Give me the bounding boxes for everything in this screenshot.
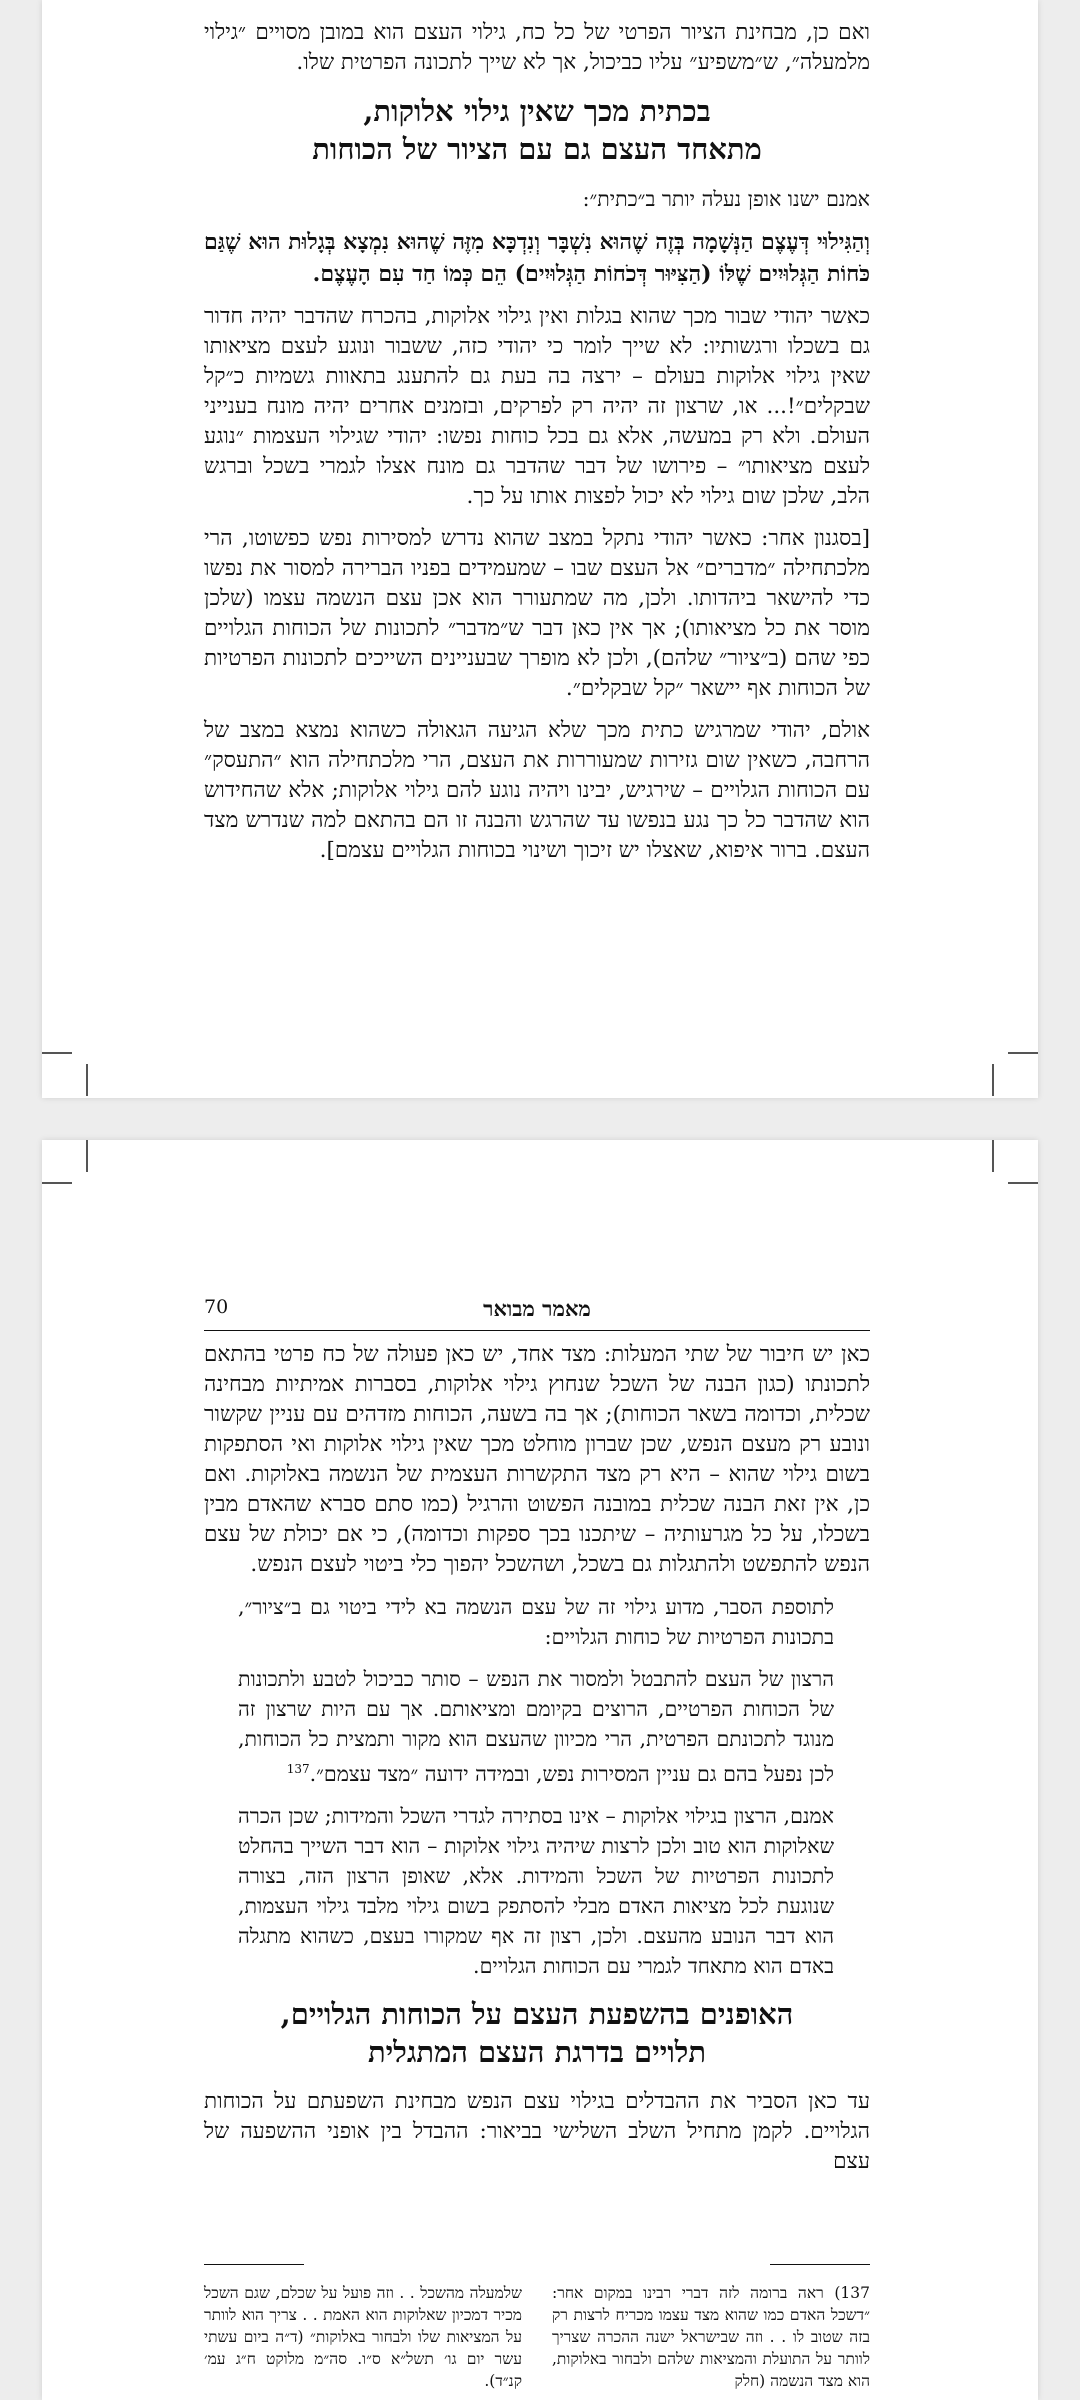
section-heading-line1: האופנים בהשפעת העצם על הכוחות הגלויים, xyxy=(280,1996,794,2031)
footnote-137: 137) ראה ברומה לזה דברי רבינו במקום אחר: ״דשכל האדם כמו שהוא מצד עצמו מכריח לרצות רק בזה שטוב לו . . וזה שבישראל ישנה ההכרה שצריך לוותר על התועלת והמציאות שלהם ולבחור באלוקות, הוא מצד הנשמה (חלק xyxy=(552,2284,870,2390)
crop-mark xyxy=(42,1052,72,1054)
crop-mark xyxy=(42,1182,72,1184)
section-heading-line1: בכתית מכך שאין גילוי אלוקות, xyxy=(363,94,711,128)
section-heading xyxy=(204,92,870,168)
running-header-title: מאמר מבואר xyxy=(483,1296,591,1321)
section-heading-line2: תלויים בדרגת העצם המתגלית xyxy=(367,2034,707,2069)
crop-mark xyxy=(86,1064,88,1096)
section-heading xyxy=(204,1995,870,2071)
indented-paragraph: אמנם, הרצון בגילוי אלוקות – אינו בסתירה לגדרי השכל והמידות; שכן הכרה שאלוקות הוא טוב ולכן לרצות שיהיה גילוי אלוקות – הוא דבר השייך בהחלט לתכונות הפרטיות של השכל והמידות. אלא, שאופן הרצון הזה, בצורה שנוגעת לכל מציאות האדם מבלי להסתפק בשום גילוי מלבד גילוי העצמות, הוא דבר הנובע מהעצם. ולכן, רצון זה אף שמקורו בעצם, כשהוא מתגלה באדם הוא מתאחד לגמרי עם הכוחות הגלויים. xyxy=(238,1803,834,1978)
intro-line: אמנם ישנו אופן נעלה יותר ב״כתית״: xyxy=(582,187,870,211)
indented-paragraph: לתוספת הסבר, מדוע גילוי זה של עצם הנשמה בא לידי ביטוי גם ב״ציור״, בתכונות הפרטיות של כוחות הגלויים: xyxy=(238,1595,834,1649)
footnote-divider xyxy=(204,2264,304,2265)
paragraph: אולם, יהודי שמרגיש כתית מכך שלא הגיעה הגאולה כשהוא נמצא במצב של הרחבה, כשאין שום גזירות שמעוררות את העצם, הרי מלכתחילה הוא ״התעסק״ עם הכוחות הגלויים – שירגיש, יבינו ויהיה נוגע להם גילוי אלוקות; אלא שהחידוש הוא שהדבר כל כך נגע בנפשו עד שהרגש והבנה זו הם בהתאם למה שנדרש מצד העצם. ברור איפוא, שאצלו יש זיכוך ושינוי בכוחות הגלויים עצמם]. xyxy=(204,718,870,863)
crop-mark xyxy=(1008,1182,1038,1184)
indented-paragraph xyxy=(204,1664,870,1789)
section-heading-line2: מתאחד העצם גם עם הציור של הכוחות xyxy=(312,132,762,166)
quoted-text: וְהַגִּילוּי דְּעֶצֶם הַנְּשָׁמָה בְּזֶה שֶׁהוּא נִשְׁבָּר וְנִדְכָּא מִזֶּה שֶׁהוּא נִמְצָא בְּגָלוּת הוּא שֶׁגַּם כֹּחוֹת הַגְּלוּיִים שֶׁלּוֹ (הַצִּיּוּר דְּכֹחוֹת הַגְּלוּיִים) הֵם כְּמוֹ חַד עִם הָעֶצֶם. xyxy=(204,229,870,287)
paragraph: כאן יש חיבור של שתי המעלות: מצד אחד, יש כאן פעולה של כח פרטי בהתאם לתכונתו (כגון הבנה של השכל שנחוץ גילוי אלוקות, בסברות אמיתיות מבחינה שכלית, וכדומה בשאר הכוחות); אך בה בשעה, הכוחות מזדהים עם עניין שקשור ונובע רק מעצם הנפש, שכן שברון מוחלט מכך שאין גילוי אלוקות ואי הסתפקות בשום גילוי שהוא – היא רק מצד התקשרות העצמית של הנשמה באלוקות. ואם כן, אין זאת הבנה שכלית במובנה הפשוט והרגיל (כמו סתם סברא שהאדם מבין בשכלו, על כל מגרעותיה – שיתכנו בכך ספקות וכדומה), כי אם יכולת של עצם הנפש להתפשט ולהתגלות גם בשכל, ושהשכל יהפוך כלי ביטוי לעצם הנפש. xyxy=(204,1342,870,1577)
paragraph-top: ואם כן, מבחינת הציור הפרטי של כל כח, גילוי העצם הוא במובן מסויים ״גילוי מלמעלה״, ש״משפיע״ עליו כביכול, אך לא שייך לתכונה הפרטית שלו. xyxy=(204,20,870,75)
paragraph-text: הרצון של העצם להתבטל ולמסור את הנפש – סותר כביכול לטבע ולתכונות של הכוחות הפרטיים, הרוצים בקיומם ומציאותם. אך עם היות שרצון זה מנוגד לתכונתם הפרטית, הרי מכיוון שהעצם הוא מקור ותמצית כל הכוחות, לכן נפעל בהם גם עניין המסירות נפש, ובמידה ידועה ״מצד עצמם״. xyxy=(238,1667,834,1786)
crop-mark xyxy=(992,1064,994,1096)
footnote-reference[interactable]: 137 xyxy=(286,1762,310,1776)
page-lower-content xyxy=(204,1340,870,2189)
paragraph: [בסגנון אחר: כאשר יהודי נתקל במצב שהוא נדרש למסירות נפש כפשוטו, הרי מלכתחילה ״מדברים״ אל העצם שבו – שמעמידים בפניו הברירה למסור את נפשו כדי להישאר ביהדותו. ולכן, מה שמתעורר הוא אכן עצם הנשמה עצמו (שלכן מוסר את כל מציאותו); אך אין כאן דבר ש״מדבר״ לתכונות של הכוחות הגלויים כפי שהם (ב״ציור״ שלהם), ולכן לא מופרך שבעניינים השייכים לתכונות הפרטיות של הכוחות אף יישאר ״קל שבקלים״. xyxy=(204,526,870,701)
document-page-upper xyxy=(42,0,1038,1098)
footnote-divider xyxy=(770,2264,870,2265)
document-page-lower xyxy=(42,1140,1038,2400)
running-header xyxy=(204,1296,870,1331)
page-upper-content xyxy=(204,18,870,878)
paragraph: עד כאן הסביר את ההבדלים בגילוי עצם הנפש מבחינת השפעתם על הכוחות הגלויים. לקמן מתחיל השלב השלישי בביאור: ההבדל בין אופני ההשפעה של עצם xyxy=(204,2088,870,2174)
crop-mark xyxy=(86,1140,88,1172)
footnote-continuation: שלמעלה מהשכל . . וזה פועל על שכלם, שגם השכל מכיר דמכיון שאלוקות הוא האמת . . צריך הוא לוותר על המציאות שלו ולבחור באלוקות״ (ד״ה ביום עשתי עשר יום גו׳ תשל״א ס״ו. סה״מ מלוקט ח״ג עמ׳ קנ״ד). xyxy=(204,2284,522,2390)
crop-mark xyxy=(1008,1052,1038,1054)
page-number: 70 xyxy=(204,1296,229,1318)
paragraph: כאשר יהודי שבור מכך שהוא בגלות ואין גילוי אלוקות, בהכרח שהדבר יהיה חדור גם בשכלו ורגשותיו: לא שייך לומר כי יהודי כזה, ששבור ונוגע לעצם מציאותו שאין גילוי אלוקות בעולם – ירצה בה בעת גם להתענג בתאוות גשמיות כ״קל שבקלים״!... או, שרצון זה יהיה רק לפרקים, ובזמנים אחרים יהיה מונח בענייני העולם. ולא רק במעשה, אלא גם בכל כוחות נפשו: יהודי שגילוי העצמות ״נוגע לעצם מציאותו״ – פירושו של דבר שהדבר גם מונח אצלו לגמרי בשכל וברגש הלב, שלכן שום גילוי לא יכול לפצות אותו על כך. xyxy=(204,304,870,509)
crop-mark xyxy=(992,1140,994,1172)
